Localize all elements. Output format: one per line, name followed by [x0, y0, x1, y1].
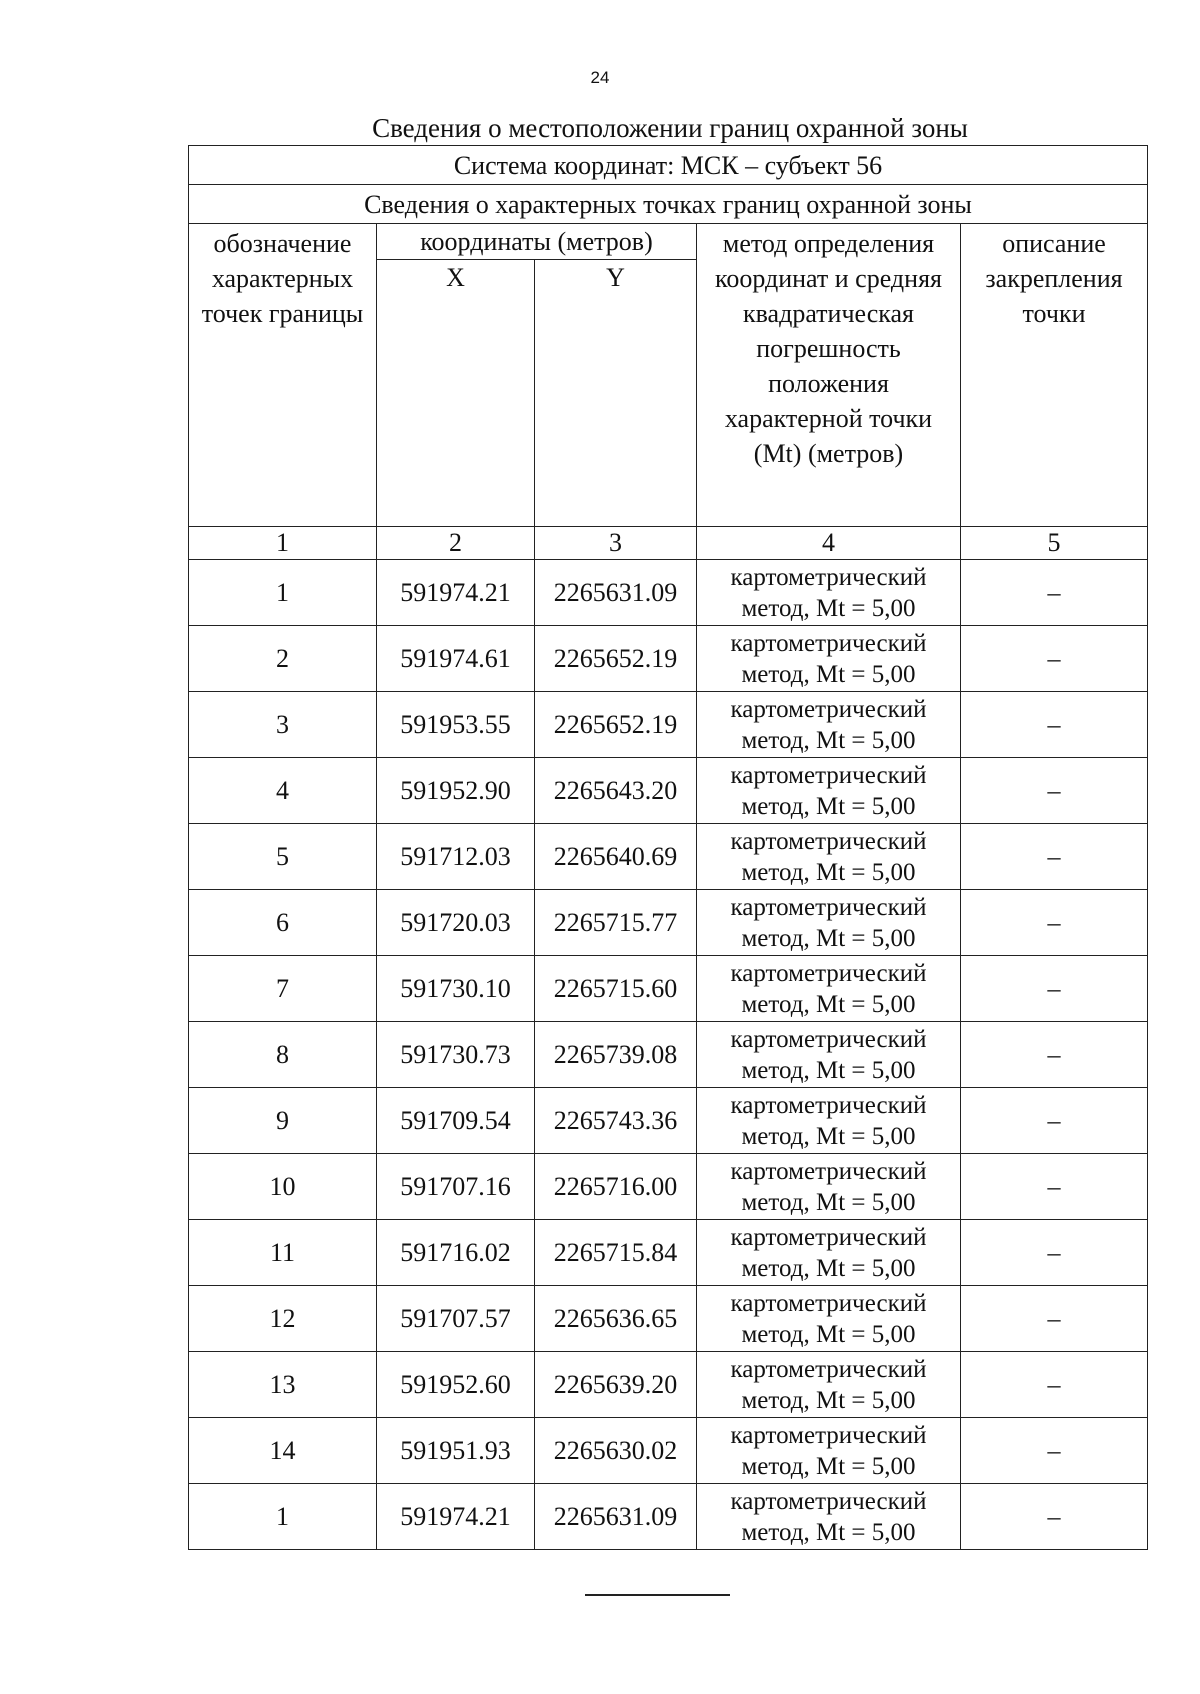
method-line-1: картометрический [730, 827, 927, 855]
table-row [189, 1154, 1148, 1220]
table-row [189, 692, 1148, 758]
header-x: X [377, 260, 535, 527]
description-cell: – [961, 824, 1148, 890]
y-coordinate-cell: 2265652.19 [535, 626, 697, 692]
method-line-2: метод, Mt = 5,00 [741, 660, 916, 688]
description-cell: – [961, 1088, 1148, 1154]
method-cell [697, 956, 961, 1022]
table-row [189, 890, 1148, 956]
method-cell [697, 758, 961, 824]
header-method: метод определения координат и средняя квадратическая погрешность положения характерной точки (Mt) (метров) [697, 224, 961, 527]
y-coordinate-cell: 2265643.20 [535, 758, 697, 824]
table-row [189, 1484, 1148, 1550]
point-number-cell: 10 [189, 1154, 377, 1220]
coordinate-system-row [189, 146, 1148, 185]
method-cell [697, 1022, 961, 1088]
description-cell: – [961, 890, 1148, 956]
document-title: Сведения о местоположении границ охранной зоны [372, 113, 968, 143]
column-number-5: 5 [961, 527, 1148, 560]
column-number-3: 3 [535, 527, 697, 560]
column-number-2: 2 [377, 527, 535, 560]
method-line-1: картометрический [730, 1355, 927, 1383]
point-number-cell: 14 [189, 1418, 377, 1484]
description-cell: – [961, 1286, 1148, 1352]
point-number-cell: 5 [189, 824, 377, 890]
method-line-2: метод, Mt = 5,00 [741, 1386, 916, 1414]
description-cell: – [961, 692, 1148, 758]
method-line-1: картометрический [730, 629, 927, 657]
table-row [189, 1220, 1148, 1286]
coordinate-system-label: Система координат: МСК – субъект 56 [189, 146, 1148, 185]
x-coordinate-cell: 591707.16 [377, 1154, 535, 1220]
method-cell [697, 1286, 961, 1352]
method-cell [697, 1352, 961, 1418]
header-designation: обозначение характерных точек границы [189, 224, 377, 527]
method-line-2: метод, Mt = 5,00 [741, 1320, 916, 1348]
method-cell [697, 626, 961, 692]
method-line-2: метод, Mt = 5,00 [741, 1188, 916, 1216]
y-coordinate-cell: 2265739.08 [535, 1022, 697, 1088]
column-number-4: 4 [697, 527, 961, 560]
y-coordinate-cell: 2265631.09 [535, 1484, 697, 1550]
description-cell: – [961, 956, 1148, 1022]
y-coordinate-cell: 2265716.00 [535, 1154, 697, 1220]
description-cell: – [961, 1220, 1148, 1286]
method-line-1: картометрический [730, 695, 927, 723]
y-coordinate-cell: 2265715.60 [535, 956, 697, 1022]
method-cell [697, 1418, 961, 1484]
point-number-cell: 6 [189, 890, 377, 956]
x-coordinate-cell: 591951.93 [377, 1418, 535, 1484]
table-row [189, 560, 1148, 626]
column-number-1: 1 [189, 527, 377, 560]
method-cell [697, 1484, 961, 1550]
point-number-cell: 7 [189, 956, 377, 1022]
x-coordinate-cell: 591730.10 [377, 956, 535, 1022]
method-line-2: метод, Mt = 5,00 [741, 1452, 916, 1480]
method-line-1: картометрический [730, 1421, 927, 1449]
page-number: 24 [590, 68, 610, 87]
method-line-2: метод, Mt = 5,00 [741, 726, 916, 754]
point-number-cell: 1 [189, 1484, 377, 1550]
table-row [189, 1418, 1148, 1484]
boundary-points-table [188, 145, 1148, 1550]
point-number-cell: 9 [189, 1088, 377, 1154]
column-header-row [189, 224, 1148, 260]
description-cell: – [961, 1484, 1148, 1550]
method-line-2: метод, Mt = 5,00 [741, 594, 916, 622]
description-cell: – [961, 758, 1148, 824]
x-coordinate-cell: 591974.21 [377, 560, 535, 626]
y-coordinate-cell: 2265631.09 [535, 560, 697, 626]
x-coordinate-cell: 591720.03 [377, 890, 535, 956]
y-coordinate-cell: 2265715.84 [535, 1220, 697, 1286]
table-row [189, 1286, 1148, 1352]
method-line-1: картометрический [730, 1289, 927, 1317]
x-coordinate-cell: 591974.21 [377, 1484, 535, 1550]
method-line-1: картометрический [730, 1091, 927, 1119]
method-line-2: метод, Mt = 5,00 [741, 1518, 916, 1546]
method-line-2: метод, Mt = 5,00 [741, 924, 916, 952]
table-row [189, 1352, 1148, 1418]
table-row [189, 1022, 1148, 1088]
method-cell [697, 1154, 961, 1220]
y-coordinate-cell: 2265640.69 [535, 824, 697, 890]
table-row [189, 626, 1148, 692]
description-cell: – [961, 1352, 1148, 1418]
table-row [189, 824, 1148, 890]
table-row [189, 1088, 1148, 1154]
method-line-2: метод, Mt = 5,00 [741, 990, 916, 1018]
description-cell: – [961, 626, 1148, 692]
method-cell [697, 560, 961, 626]
x-coordinate-cell: 591952.60 [377, 1352, 535, 1418]
table-row [189, 758, 1148, 824]
method-line-1: картометрический [730, 1157, 927, 1185]
method-line-1: картометрический [730, 959, 927, 987]
x-coordinate-cell: 591953.55 [377, 692, 535, 758]
description-cell: – [961, 1418, 1148, 1484]
y-coordinate-cell: 2265743.36 [535, 1088, 697, 1154]
method-line-1: картометрический [730, 893, 927, 921]
points-info-row [189, 185, 1148, 224]
method-line-2: метод, Mt = 5,00 [741, 792, 916, 820]
method-cell [697, 1220, 961, 1286]
y-coordinate-cell: 2265715.77 [535, 890, 697, 956]
description-cell: – [961, 1154, 1148, 1220]
method-line-1: картометрический [730, 1025, 927, 1053]
point-number-cell: 1 [189, 560, 377, 626]
method-line-1: картометрический [730, 761, 927, 789]
method-line-2: метод, Mt = 5,00 [741, 858, 916, 886]
points-info-label: Сведения о характерных точках границ охранной зоны [189, 185, 1148, 224]
footer-divider [585, 1594, 730, 1596]
point-number-cell: 3 [189, 692, 377, 758]
point-number-cell: 8 [189, 1022, 377, 1088]
header-coordinates: координаты (метров) [377, 224, 697, 260]
point-number-cell: 11 [189, 1220, 377, 1286]
point-number-cell: 2 [189, 626, 377, 692]
y-coordinate-cell: 2265652.19 [535, 692, 697, 758]
method-line-2: метод, Mt = 5,00 [741, 1122, 916, 1150]
method-line-1: картометрический [730, 1487, 927, 1515]
x-coordinate-cell: 591974.61 [377, 626, 535, 692]
x-coordinate-cell: 591707.57 [377, 1286, 535, 1352]
x-coordinate-cell: 591952.90 [377, 758, 535, 824]
point-number-cell: 4 [189, 758, 377, 824]
method-cell [697, 692, 961, 758]
table-row [189, 956, 1148, 1022]
table-body [189, 146, 1148, 1550]
method-cell [697, 890, 961, 956]
description-cell: – [961, 560, 1148, 626]
method-cell [697, 824, 961, 890]
y-coordinate-cell: 2265630.02 [535, 1418, 697, 1484]
x-coordinate-cell: 591709.54 [377, 1088, 535, 1154]
method-line-1: картометрический [730, 563, 927, 591]
description-cell: – [961, 1022, 1148, 1088]
method-cell [697, 1088, 961, 1154]
point-number-cell: 12 [189, 1286, 377, 1352]
method-line-1: картометрический [730, 1223, 927, 1251]
method-line-2: метод, Mt = 5,00 [741, 1056, 916, 1084]
x-coordinate-cell: 591712.03 [377, 824, 535, 890]
header-y: Y [535, 260, 697, 527]
x-coordinate-cell: 591716.02 [377, 1220, 535, 1286]
y-coordinate-cell: 2265639.20 [535, 1352, 697, 1418]
y-coordinate-cell: 2265636.65 [535, 1286, 697, 1352]
x-coordinate-cell: 591730.73 [377, 1022, 535, 1088]
column-numbers-row [189, 527, 1148, 560]
header-description: описание закрепления точки [961, 224, 1148, 527]
point-number-cell: 13 [189, 1352, 377, 1418]
method-line-2: метод, Mt = 5,00 [741, 1254, 916, 1282]
